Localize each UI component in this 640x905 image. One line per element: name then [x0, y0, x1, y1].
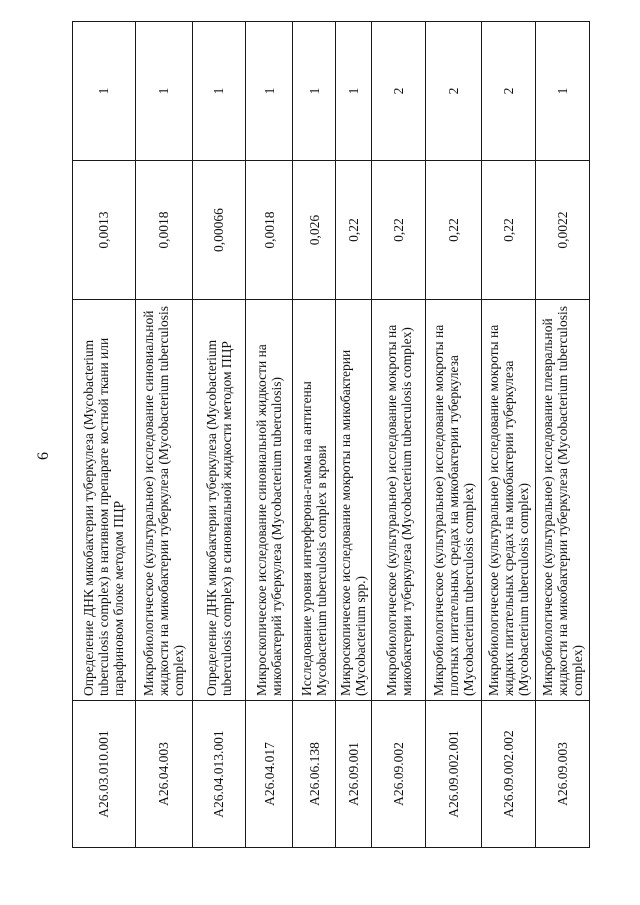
multiplicity-cell: 1 [336, 22, 372, 161]
table-row [426, 22, 482, 848]
service-name-cell: Микробиологическое (культуральное) исследование плевральной жидкости на микобактерии туберкулеза (Mycobacterium tuberculosis complex) [536, 300, 590, 701]
page-number: 6 [35, 452, 52, 460]
service-name-cell: Микробиологическое (культуральное) исследование мокроты на микобактерии туберкулеза (Mycobacterium tuberculosis complex) [371, 300, 426, 701]
frequency-cell: 0,026 [293, 161, 336, 300]
multiplicity-cell: 2 [371, 22, 426, 161]
table-row [246, 22, 293, 848]
service-code-cell: A26.09.002.001 [426, 701, 482, 848]
service-code-cell: A26.04.017 [246, 701, 293, 848]
table-row [73, 22, 136, 848]
service-code-cell: A26.09.002 [371, 701, 426, 848]
frequency-cell: 0,0013 [73, 161, 136, 300]
service-name-cell: Микроскопическое исследование мокроты на микобактерии (Mycobacterium spp.) [336, 300, 372, 701]
multiplicity-cell: 1 [246, 22, 293, 161]
frequency-cell: 0,22 [336, 161, 372, 300]
table-row [293, 22, 336, 848]
frequency-cell: 0,22 [426, 161, 482, 300]
service-code-cell: A26.09.001 [336, 701, 372, 848]
multiplicity-cell: 1 [192, 22, 245, 161]
service-code-cell: A26.09.002.002 [481, 701, 536, 848]
multiplicity-cell: 1 [73, 22, 136, 161]
service-name-cell: Микроскопическое исследование синовиальной жидкости на микобактерий туберкулеза (Mycobacterium tuberculosis) [246, 300, 293, 701]
frequency-cell: 0,0018 [246, 161, 293, 300]
multiplicity-cell: 2 [426, 22, 482, 161]
multiplicity-cell: 2 [481, 22, 536, 161]
service-name-cell: Микробиологическое (культуральное) исследование мокроты на плотных питательных средах на микобактерии туберкулеза (Mycobacterium tuberculosis complex) [426, 300, 482, 701]
service-name-cell: Определение ДНК микобактерии туберкулеза (Mycobacterium tuberculosis complex) в нативном препарате костной ткани или парафиновом блоке методом ПЦР [73, 300, 136, 701]
table-body [73, 22, 590, 848]
service-name-cell: Определение ДНК микобактерии туберкулеза (Mycobacterium tuberculosis complex) в синовиальной жидкости методом ПЦР [192, 300, 245, 701]
table-row [371, 22, 426, 848]
services-table [72, 21, 590, 848]
service-code-cell: A26.03.010.001 [73, 701, 136, 848]
frequency-cell: 0,0022 [536, 161, 590, 300]
frequency-cell: 0,00066 [192, 161, 245, 300]
service-name-cell: Микробиологическое (культуральное) исследование синовиальной жидкости на микобактерии туберкулеза (Mycobacterium tuberculosis complex) [135, 300, 192, 701]
table-row [135, 22, 192, 848]
table-container [72, 58, 590, 848]
service-code-cell: A26.09.003 [536, 701, 590, 848]
service-code-cell: A26.04.013.001 [192, 701, 245, 848]
service-code-cell: A26.06.138 [293, 701, 336, 848]
multiplicity-cell: 1 [536, 22, 590, 161]
multiplicity-cell: 1 [293, 22, 336, 161]
frequency-cell: 0,22 [371, 161, 426, 300]
frequency-cell: 0,22 [481, 161, 536, 300]
table-row [192, 22, 245, 848]
service-name-cell: Исследование уровня интерферона-гамма на антигены Mycobacterium tuberculosis complex в крови [293, 300, 336, 701]
multiplicity-cell: 1 [135, 22, 192, 161]
service-name-cell: Микробиологическое (культуральное) исследование мокроты на жидких питательных средах на микобактерии туберкулеза (Mycobacterium tuberculosis complex) [481, 300, 536, 701]
table-row [336, 22, 372, 848]
table-row [481, 22, 536, 848]
service-code-cell: A26.04.003 [135, 701, 192, 848]
table-row [536, 22, 590, 848]
frequency-cell: 0,0018 [135, 161, 192, 300]
